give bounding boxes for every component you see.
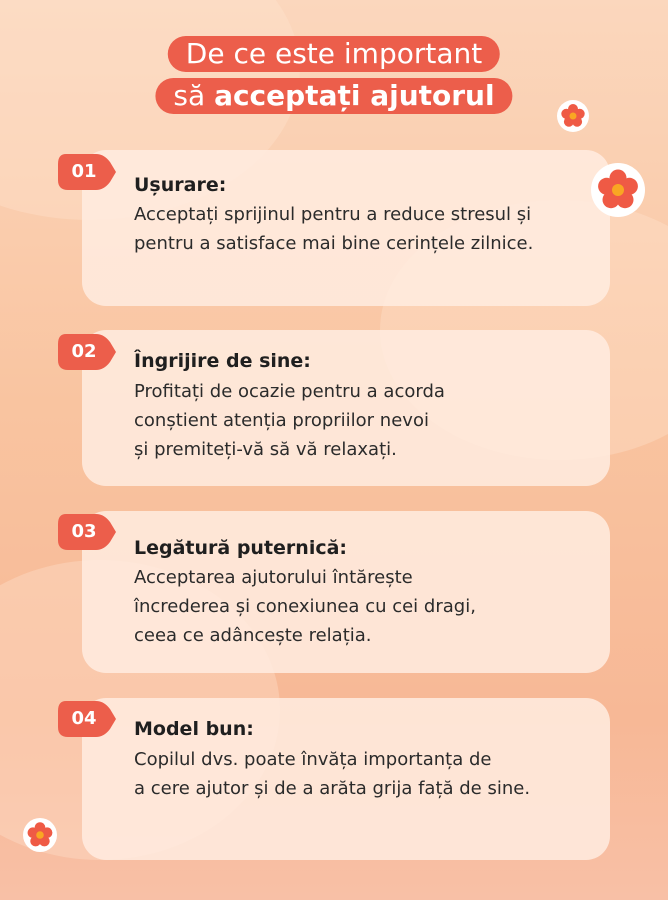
number-badge: [56, 330, 118, 374]
card-heading: Ușurare:: [134, 174, 227, 196]
card-heading: Legătură puternică:: [134, 537, 348, 559]
card-text: Profitați de ocazie pentru a acorda conștient atenția propriilor nevoi și premiteți-vă să vă relaxați.: [134, 381, 445, 460]
card-text: Copilul dvs. poate învăța importanța de a cere ajutor și de a arăta grija față de sine.: [134, 749, 531, 799]
card-04: [82, 698, 610, 860]
title-line-2-bold: acceptați ajutorul: [214, 79, 495, 112]
card-03: [82, 511, 610, 673]
card-text: Acceptarea ajutorului întărește încrederea și conexiunea cu cei dragi, ceea ce adâncește relația.: [134, 567, 476, 646]
title-line-1: De ce este important: [168, 36, 500, 72]
badge-number: 01: [71, 161, 97, 182]
card-02: [82, 330, 610, 486]
number-badge: [56, 150, 118, 194]
badge-number: 02: [71, 341, 97, 362]
title-line-2: [155, 78, 512, 114]
card-heading: Îngrijire de sine:: [134, 350, 311, 372]
title-line-2-prefix: să: [173, 79, 215, 112]
card-01: [82, 150, 610, 306]
flower-icon: [22, 817, 58, 853]
number-badge: [56, 510, 118, 554]
badge-number: 03: [71, 521, 97, 542]
flower-icon: [590, 162, 646, 218]
badge-number: 04: [71, 708, 97, 729]
card-text: Acceptați sprijinul pentru a reduce stresul și pentru a satisface mai bine cerințele zilnice.: [134, 204, 534, 254]
number-badge: [56, 697, 118, 741]
card-heading: Model bun:: [134, 718, 254, 740]
flower-icon: [556, 99, 590, 133]
